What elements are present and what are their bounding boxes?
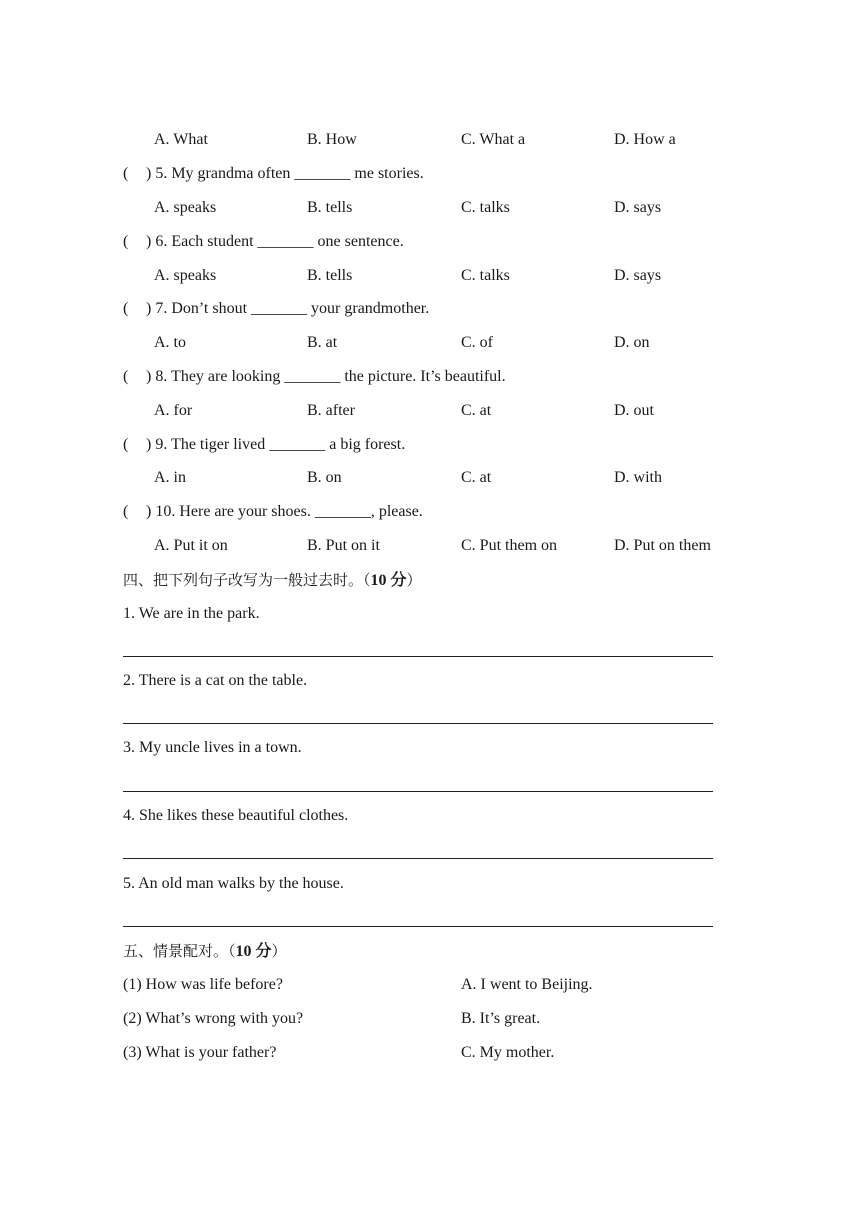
question-text: 8. They are looking _______ the picture. It’s beautiful. bbox=[155, 368, 506, 385]
match-question-1: (1) How was life before? bbox=[123, 976, 283, 993]
option-b: B. tells bbox=[307, 199, 353, 216]
option-c: C. talks bbox=[461, 267, 510, 284]
option-d: D. with bbox=[614, 469, 662, 486]
rewrite-sentence-1: 1. We are in the park. bbox=[123, 605, 260, 622]
question-text: 5. My grandma often _______ me stories. bbox=[155, 165, 424, 182]
option-d: D. on bbox=[614, 334, 650, 351]
option-c: C. of bbox=[461, 334, 493, 351]
option-a: A. speaks bbox=[154, 267, 217, 284]
question-9 bbox=[123, 434, 405, 456]
answer-line-3[interactable] bbox=[123, 791, 713, 792]
option-a: A. Put it on bbox=[154, 537, 228, 554]
option-d: D. says bbox=[614, 267, 662, 284]
option-a: A. to bbox=[154, 334, 186, 351]
match-answer-c: C. My mother. bbox=[461, 1044, 555, 1061]
option-d: D. Put on them bbox=[614, 537, 711, 554]
section-score: 10 分 bbox=[370, 572, 407, 589]
answer-line-1[interactable] bbox=[123, 656, 713, 657]
question-text: 9. The tiger lived _______ a big forest. bbox=[155, 436, 406, 453]
section-title-end: ） bbox=[271, 942, 287, 960]
answer-paren-open: ( bbox=[123, 165, 129, 182]
answer-paren-close: ) bbox=[146, 436, 152, 453]
option-b: B. at bbox=[307, 334, 338, 351]
option-b: B. How bbox=[307, 131, 357, 148]
option-d: D. How a bbox=[614, 131, 676, 148]
section-4-heading bbox=[123, 569, 422, 591]
section-score: 10 分 bbox=[235, 943, 272, 960]
answer-paren-close: ) bbox=[146, 300, 152, 317]
option-c: C. at bbox=[461, 402, 492, 419]
match-answer-b: B. It’s great. bbox=[461, 1010, 541, 1027]
option-c: C. talks bbox=[461, 199, 510, 216]
section-title: 五、情景配对。（ bbox=[123, 942, 236, 960]
section-title: 四、把下列句子改写为一般过去时。（ bbox=[123, 571, 371, 589]
answer-paren-close: ) bbox=[146, 368, 152, 385]
option-a: A. for bbox=[154, 402, 193, 419]
option-a: A. What bbox=[154, 131, 208, 148]
section-5-heading bbox=[123, 940, 287, 962]
option-d: D. out bbox=[614, 402, 654, 419]
question-text: 6. Each student _______ one sentence. bbox=[155, 233, 404, 250]
answer-paren-open: ( bbox=[123, 503, 129, 520]
answer-paren-open: ( bbox=[123, 368, 129, 385]
option-b: B. Put on it bbox=[307, 537, 380, 554]
answer-paren-open: ( bbox=[123, 300, 129, 317]
rewrite-sentence-3: 3. My uncle lives in a town. bbox=[123, 739, 302, 756]
answer-line-5[interactable] bbox=[123, 926, 713, 927]
question-7 bbox=[123, 298, 429, 320]
question-10 bbox=[123, 501, 423, 523]
answer-paren-open: ( bbox=[123, 436, 129, 453]
option-c: C. What a bbox=[461, 131, 526, 148]
section-title-end: ） bbox=[406, 571, 422, 589]
rewrite-sentence-4: 4. She likes these beautiful clothes. bbox=[123, 807, 349, 824]
option-b: B. tells bbox=[307, 267, 353, 284]
answer-paren-close: ) bbox=[146, 233, 152, 250]
question-text: 7. Don’t shout _______ your grandmother. bbox=[155, 300, 430, 317]
match-question-2: (2) What’s wrong with you? bbox=[123, 1010, 304, 1027]
option-b: B. on bbox=[307, 469, 342, 486]
question-5 bbox=[123, 163, 424, 185]
answer-line-2[interactable] bbox=[123, 723, 713, 724]
option-b: B. after bbox=[307, 402, 355, 419]
rewrite-sentence-2: 2. There is a cat on the table. bbox=[123, 672, 308, 689]
option-c: C. at bbox=[461, 469, 492, 486]
question-text: 10. Here are your shoes. _______, please. bbox=[155, 503, 423, 520]
question-6 bbox=[123, 231, 404, 253]
question-8 bbox=[123, 366, 506, 388]
match-answer-a: A. I went to Beijing. bbox=[461, 976, 593, 993]
option-d: D. says bbox=[614, 199, 662, 216]
answer-paren-close: ) bbox=[146, 503, 152, 520]
option-a: A. speaks bbox=[154, 199, 217, 216]
match-question-3: (3) What is your father? bbox=[123, 1044, 277, 1061]
answer-paren-close: ) bbox=[146, 165, 152, 182]
option-a: A. in bbox=[154, 469, 186, 486]
answer-paren-open: ( bbox=[123, 233, 129, 250]
rewrite-sentence-5: 5. An old man walks by the house. bbox=[123, 875, 344, 892]
option-c: C. Put them on bbox=[461, 537, 558, 554]
answer-line-4[interactable] bbox=[123, 858, 713, 859]
